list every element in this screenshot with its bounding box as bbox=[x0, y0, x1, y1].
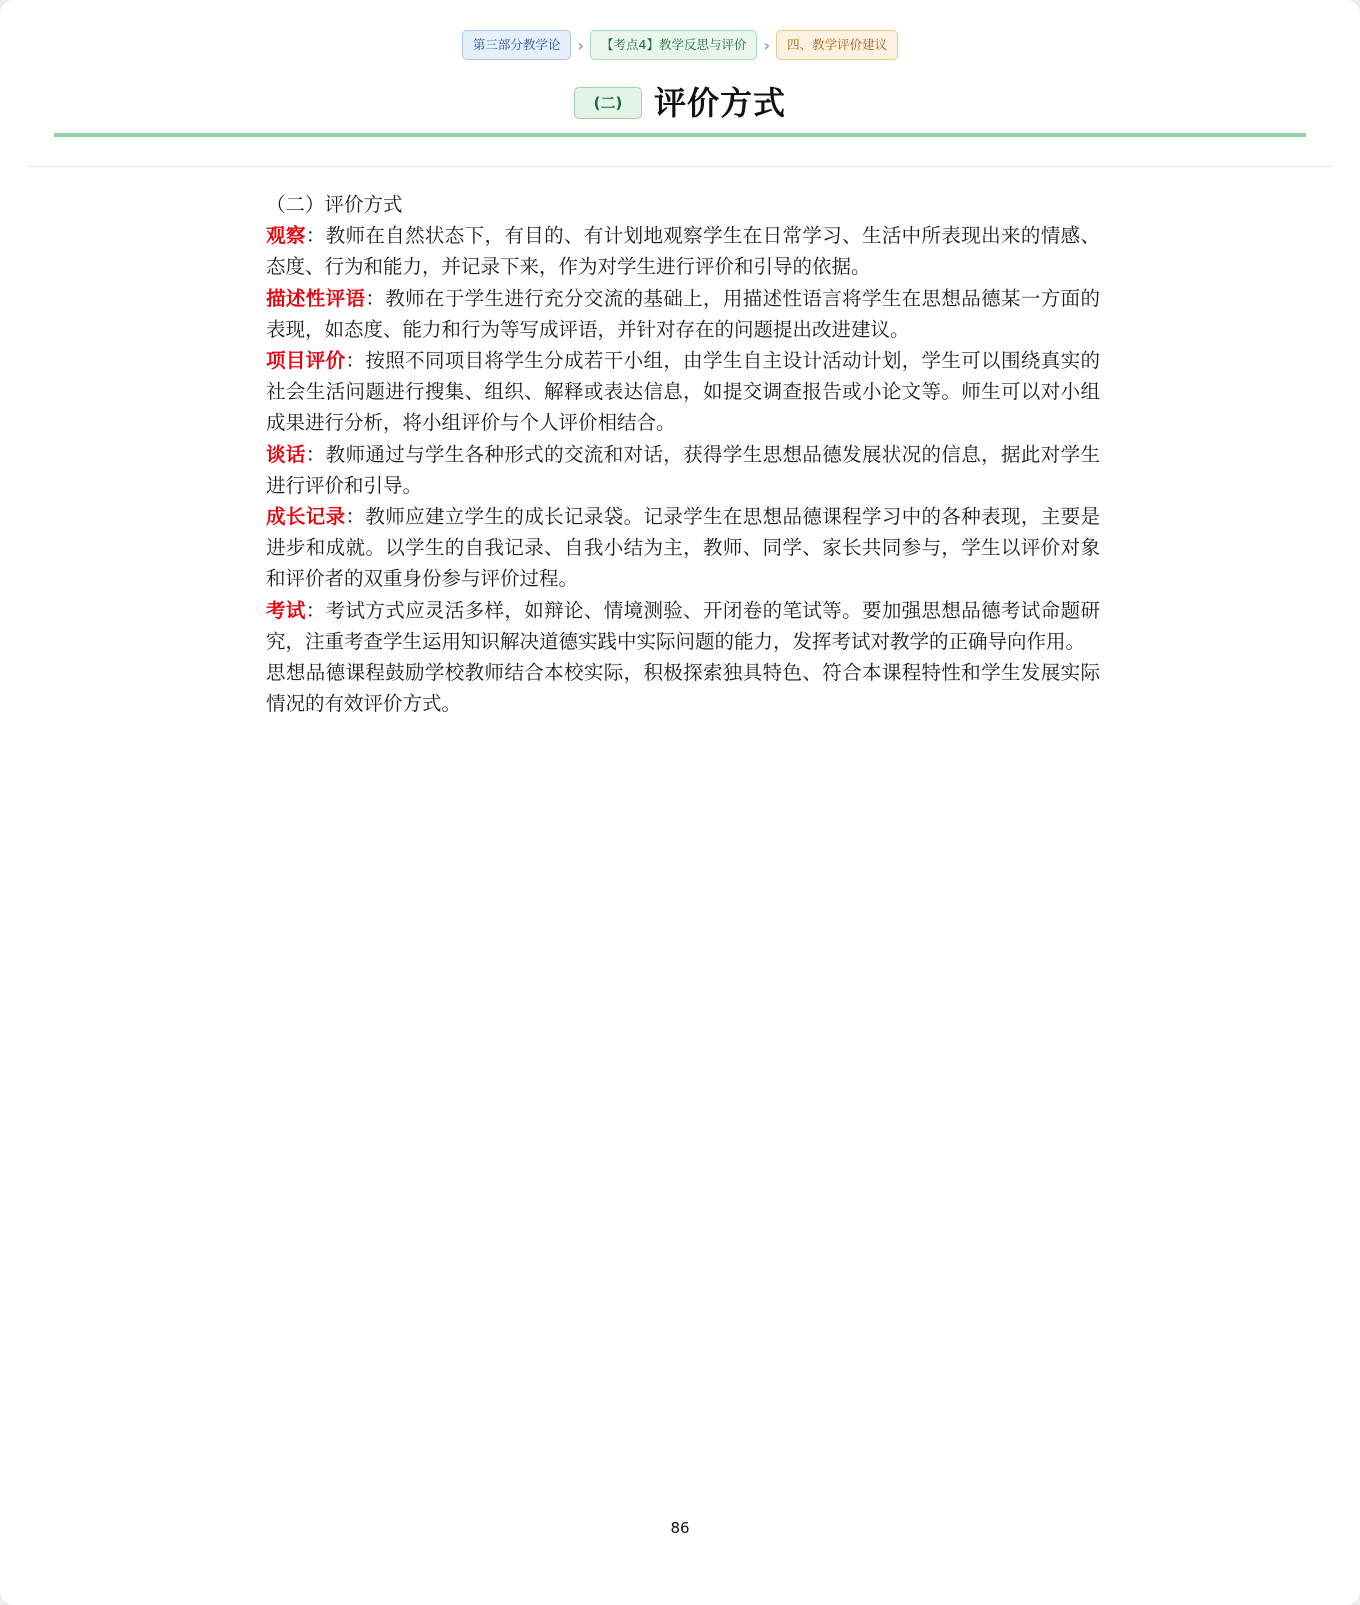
term-label: 观察 bbox=[266, 224, 306, 248]
page-title: 评价方式 bbox=[653, 84, 786, 122]
term-colon: ： bbox=[345, 349, 366, 373]
body-content bbox=[266, 189, 1100, 719]
breadcrumb-item-section[interactable]: 四、教学评价建议 bbox=[776, 30, 898, 60]
term-label: 成长记录 bbox=[266, 505, 346, 529]
paragraph-text: 教师应建立学生的成长记录袋。记录学生在思想品德课程学习中的各种表现，主要是进步和成就。以学生的自我记录、自我小结为主，教师、同学、家长共同参与，学生以评价对象和评价者的双重身份参与评价过程。 bbox=[266, 505, 1100, 591]
term-colon: ： bbox=[345, 505, 366, 529]
paragraph-text: 教师通过与学生各种形式的交流和对话，获得学生思想品德发展状况的信息，据此对学生进行评价和引导。 bbox=[266, 442, 1100, 497]
title-underline bbox=[54, 133, 1306, 137]
section-number-badge: (二) bbox=[574, 87, 642, 119]
paragraph-text: 教师在自然状态下，有目的、有计划地观察学生在日常学习、生活中所表现出来的情感、态度、行为和能力，并记录下来，作为对学生进行评价和引导的依据。 bbox=[266, 224, 1100, 279]
term-colon: ： bbox=[365, 286, 386, 310]
page-number: 86 bbox=[670, 1519, 690, 1537]
content-heading: （二）评价方式 bbox=[266, 193, 403, 216]
paragraph-closing: 思想品德课程鼓励学校教师结合本校实际，积极探索独具特色、符合本课程特性和学生发展实际情况的有效评价方式。 bbox=[266, 661, 1100, 716]
chevron-right-icon: › bbox=[763, 35, 771, 55]
breadcrumb bbox=[0, 30, 1360, 60]
paragraph-text: 按照不同项目将学生分成若干小组，由学生自主设计活动计划，学生可以围绕真实的社会生活问题进行搜集、组织、解释或表达信息，如提交调查报告或小论文等。师生可以对小组成果进行分析，将小组评价与个人评价相结合。 bbox=[266, 349, 1100, 435]
breadcrumb-item-topic[interactable]: 【考点4】教学反思与评价 bbox=[590, 30, 757, 60]
page-header bbox=[0, 78, 1360, 124]
term-label: 谈话 bbox=[266, 442, 306, 466]
chevron-right-icon: › bbox=[577, 35, 585, 55]
header-divider bbox=[28, 166, 1332, 167]
paragraph-conversation bbox=[266, 439, 1100, 501]
term-colon: ： bbox=[305, 442, 326, 466]
term-colon: ： bbox=[305, 598, 326, 622]
paragraph-growth-record bbox=[266, 501, 1100, 595]
paragraph-text: 考试方式应灵活多样，如辩论、情境测验、开闭卷的笔试等。要加强思想品德考试命题研究，注重考查学生运用知识解决道德实践中实际问题的能力，发挥考试对教学的正确导向作用。 bbox=[266, 598, 1100, 653]
paragraph-text: 教师在于学生进行充分交流的基础上，用描述性语言将学生在思想品德某一方面的表现，如态度、能力和行为等写成评语，并针对存在的问题提出改进建议。 bbox=[266, 286, 1100, 341]
breadcrumb-item-part[interactable]: 第三部分教学论 bbox=[462, 30, 572, 60]
paragraph-observation bbox=[266, 220, 1100, 282]
paragraph-project-evaluation bbox=[266, 345, 1100, 439]
term-label: 描述性评语 bbox=[266, 286, 366, 310]
term-label: 考试 bbox=[266, 598, 306, 622]
paragraph-exam bbox=[266, 595, 1100, 657]
term-colon: ： bbox=[305, 224, 326, 248]
term-label: 项目评价 bbox=[266, 349, 346, 373]
paragraph-descriptive-comment bbox=[266, 283, 1100, 345]
